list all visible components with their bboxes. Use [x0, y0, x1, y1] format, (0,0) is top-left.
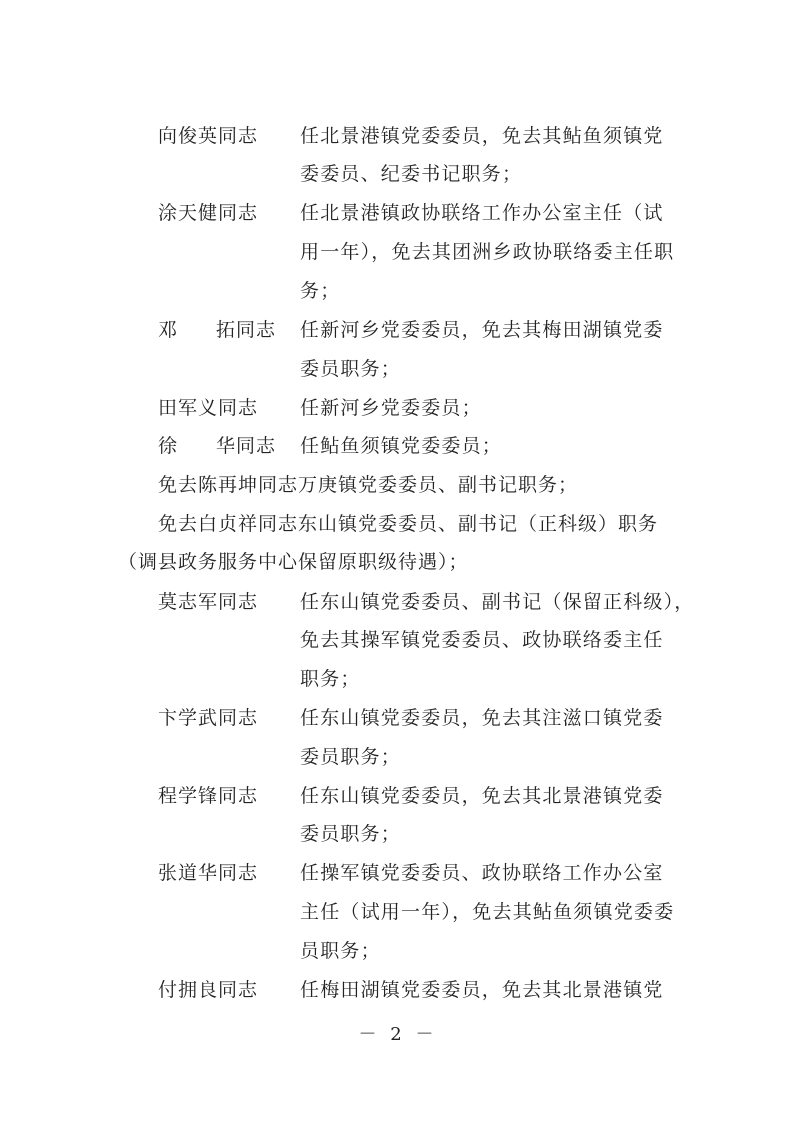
appointment-text: 任操军镇党委委员、政协联络工作办公室: [300, 862, 664, 884]
removal-text: 免去白贞祥同志东山镇党委委员、副书记（正科级）职务: [158, 513, 659, 535]
person-name: [158, 318, 276, 342]
person-name: 向俊英同志: [158, 125, 259, 147]
removal-text: （调县政务服务中心保留原职级待遇）；: [118, 551, 469, 573]
appointment-text: 委员职务；: [300, 823, 402, 845]
appointment-text: 职务；: [300, 668, 361, 690]
appointment-text: 任新河乡党委委员，免去其梅田湖镇党委: [300, 319, 664, 341]
appointment-text: 主任（试用一年），免去其鲇鱼须镇党委委: [300, 901, 675, 923]
person-name: 程学锋同志: [158, 785, 259, 807]
person-name: 张道华同志: [158, 862, 259, 884]
appointment-text: 务；: [300, 280, 341, 302]
appointment-text: 委委员、纪委书记职务；: [300, 163, 523, 185]
person-name-surname: 徐: [158, 435, 179, 457]
appointment-text: 任东山镇党委委员，免去其注滋口镇党委: [300, 707, 664, 729]
appointment-text: 任东山镇党委委员、副书记（保留正科级），: [300, 591, 695, 613]
person-name: 涂天健同志: [158, 202, 259, 224]
person-name: 卞学武同志: [158, 707, 259, 729]
appointment-text: 任北景港镇政协联络工作办公室主任（试: [300, 202, 664, 224]
person-name: 莫志军同志: [158, 591, 259, 613]
appointment-text: 免去其操军镇党委委员、政协联络委主任: [300, 629, 664, 651]
person-name: 田军义同志: [158, 397, 259, 419]
person-name-rest: 华同志: [216, 435, 277, 457]
appointment-text: 任梅田湖镇党委委员，免去其北景港镇党: [300, 979, 664, 1001]
appointment-text: 任北景港镇党委委员，免去其鲇鱼须镇党: [300, 125, 664, 147]
appointment-text: 委员职务；: [300, 746, 402, 768]
person-name-surname: 邓: [158, 319, 179, 341]
appointment-text: 任新河乡党委委员；: [300, 397, 482, 419]
appointment-text: 员职务；: [300, 940, 381, 962]
person-name: 付拥良同志: [158, 979, 259, 1001]
appointment-text: 任鲇鱼须镇党委委员；: [300, 435, 503, 457]
removal-text: 免去陈再坤同志万庚镇党委委员、副书记职务；: [158, 474, 579, 496]
appointment-text: 用一年），免去其团洲乡政协联络委主任职: [300, 241, 675, 263]
person-name: [158, 434, 276, 458]
person-name-rest: 拓同志: [216, 319, 277, 341]
page-number: － 2 －: [358, 1024, 438, 1045]
appointment-text: 任东山镇党委委员，免去其北景港镇党委: [300, 785, 664, 807]
appointment-text: 委员职务；: [300, 358, 402, 380]
